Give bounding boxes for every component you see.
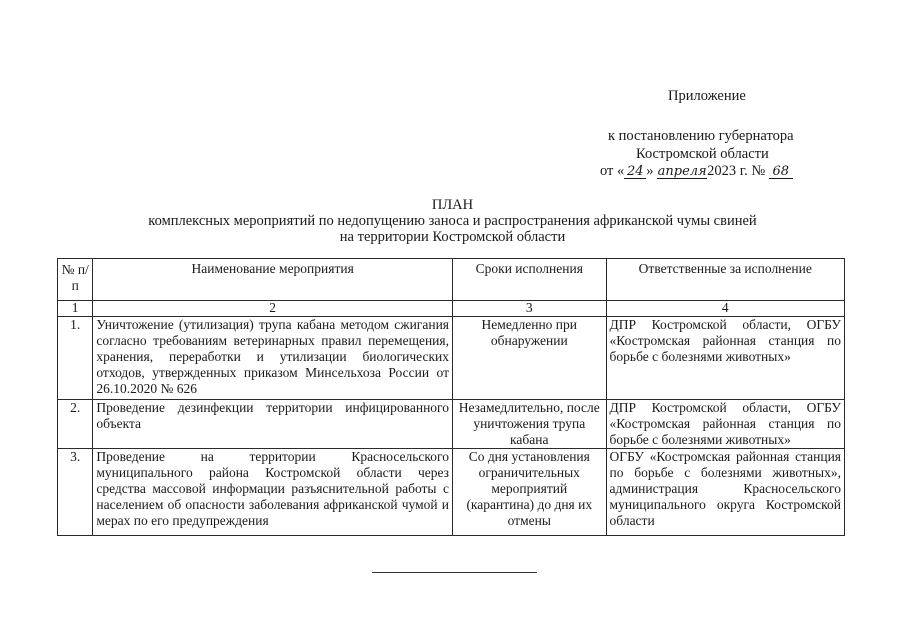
row-responsible: ДПР Костромской области, ОГБУ «Костромская районная станция по борьбе с болезнями животных» (606, 400, 844, 449)
row-name: Проведение на территории Красносельского муниципального района Костромской области через средства массовой информации разъяснительной работы с населением об опасности заболевания африканской чумой и мерах по его предупреждения (93, 449, 453, 536)
row-name: Проведение дезинфекции территории инфицированного объекта (93, 400, 453, 449)
table-row (58, 400, 845, 449)
date-quote-close: » (646, 163, 654, 179)
subtitle-line: на территории Костромской области (339, 229, 566, 245)
row-responsible: ОГБУ «Костромская районная станция по борьбе с болезнями животных», администрация Красносельского муниципального округа Костромской области (606, 449, 844, 536)
table-row (58, 317, 845, 400)
row-num: 1. (58, 317, 93, 400)
handwritten-month: апреля (657, 164, 707, 179)
row-responsible: ДПР Костромской области, ОГБУ «Костромская районная станция по борьбе с болезнями животных» (606, 317, 844, 400)
decree-reference: к постановлению губернатора (608, 128, 794, 144)
column-index: 2 (93, 301, 453, 317)
header-name: Наименование мероприятия (93, 259, 453, 301)
document-title: ПЛАН (431, 197, 474, 213)
table-header-row (58, 259, 845, 301)
appendix-label: Приложение (668, 88, 746, 104)
column-index: 1 (58, 301, 93, 317)
handwritten-day: 24 (624, 165, 646, 179)
date-prefix: от « (600, 163, 625, 179)
column-index: 3 (453, 301, 607, 317)
column-index: 4 (606, 301, 844, 317)
row-deadline: Немедленно при обнаружении (453, 317, 607, 400)
decree-date-line (600, 163, 793, 180)
row-name: Уничтожение (утилизация) трупа кабана методом сжигания согласно требованиям ветеринарных правил перемещения, хранения, переработки и утилизации биологических отходов, утвержденных приказом Минсельхоза России от 26.10.2020 № 626 (93, 317, 453, 400)
plan-table (57, 258, 845, 536)
document-subtitle (0, 213, 905, 245)
row-num: 2. (58, 400, 93, 449)
header-deadline: Сроки исполнения (453, 259, 607, 301)
handwritten-doc-number: 68 (769, 165, 793, 179)
row-deadline: Незамедлительно, после уничтожения трупа кабана (453, 400, 607, 449)
header-responsible: Ответственные за исполнение (606, 259, 844, 301)
column-index-row (58, 301, 845, 317)
row-deadline: Со дня установления ограничительных мероприятий (карантина) до дня их отмены (453, 449, 607, 536)
header-num: № п/п (58, 259, 93, 301)
table-row (58, 449, 845, 536)
region-name: Костромской области (636, 146, 769, 162)
subtitle-line: комплексных мероприятий по недопущению заноса и распространения африканской чумы свиней (148, 213, 757, 229)
row-num: 3. (58, 449, 93, 536)
date-year: 2023 г. № (707, 163, 766, 179)
closing-rule (372, 572, 537, 573)
